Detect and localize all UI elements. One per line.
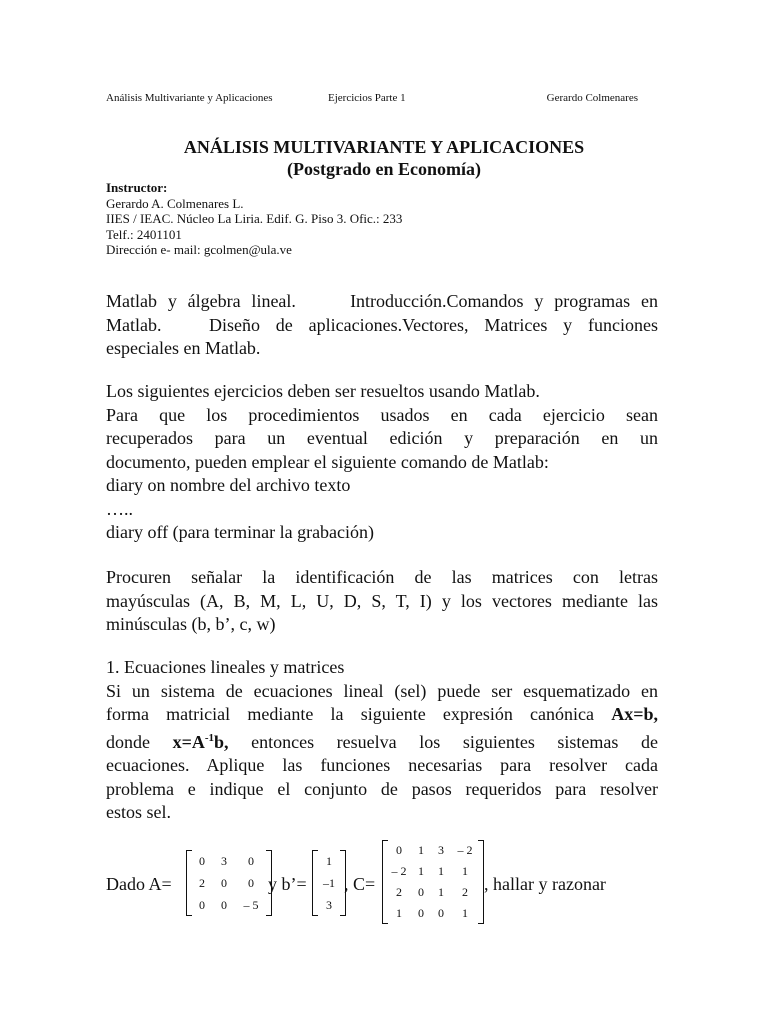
matrix-c [382, 840, 484, 924]
notation-line: minúsculas (b, b’, c, w) [106, 614, 276, 634]
diary-command: diary on nombre del archivo texto [106, 475, 351, 495]
intro-line: Matlab y álgebra lineal. Introducción.Comandos y programas en [106, 291, 658, 311]
matrix-cell: 0 [396, 843, 402, 857]
header-author: Gerardo Colmenares [546, 92, 638, 104]
intro-paragraph [106, 290, 658, 361]
instructor-block [106, 180, 646, 258]
equation-x-base: x=A [172, 731, 205, 752]
matrix-c-grid [382, 840, 484, 924]
section-line [106, 703, 658, 727]
matrix-cell: 1 [462, 906, 468, 920]
matrix-cell: – 2 [391, 864, 407, 878]
section-text: entonces resuelva los siguientes sistemas de [228, 731, 658, 752]
section-line: estos sel. [106, 802, 171, 822]
matrix-cell: 0 [248, 876, 254, 890]
matrix-cell: 3 [326, 898, 332, 912]
matrix-cell: 2 [462, 885, 468, 899]
matrix-cell: 0 [438, 906, 444, 920]
matrix-a [186, 850, 272, 916]
notation-paragraph [106, 566, 658, 637]
instructions-line: Los siguientes ejercicios deben ser resueltos usando Matlab. [106, 381, 540, 401]
section-line [106, 727, 658, 755]
equation-x-b: b, [214, 731, 229, 752]
label-matrix-c: , C= [344, 874, 376, 894]
section-text: donde [106, 731, 173, 752]
label-vector-b: y b’= [268, 874, 307, 894]
instructor-phone: Telf.: 2401101 [106, 226, 182, 242]
title-subtitle: (Postgrado en Economía) [287, 159, 481, 179]
matrix-cell: 0 [248, 854, 254, 868]
matrix-cell: 2 [396, 885, 402, 899]
label-matrix-a: Dado A= [106, 874, 172, 894]
matrix-cell: 3 [438, 843, 444, 857]
matrix-cell: –1 [323, 876, 335, 890]
matrix-cell: 0 [221, 876, 227, 890]
intro-line: Matlab. Diseño de aplicaciones.Vectores, Matrices y funciones [106, 314, 658, 335]
instructor-label: Instructor: [106, 180, 168, 195]
equation-x [173, 732, 229, 752]
matrix-cell: – 2 [457, 843, 473, 857]
instructions-line: Para que los procedimientos usados en cada ejercicio sean [106, 404, 658, 425]
header-course: Análisis Multivariante y Aplicaciones [106, 92, 273, 104]
section-line: problema e indique el conjunto de pasos requeridos para resolver [106, 778, 658, 799]
instructor-name: Gerardo A. Colmenares L. [106, 195, 244, 211]
header-section: Ejercicios Parte 1 [328, 92, 406, 104]
matrix-cell: 1 [438, 864, 444, 878]
matrix-cell: 2 [199, 876, 205, 890]
vector-b-grid [312, 850, 346, 916]
section-1 [106, 656, 658, 825]
matrix-cell: 0 [221, 898, 227, 912]
section-text: forma matricial mediante la siguiente expresión canónica [106, 704, 612, 724]
notation-line: mayúsculas (A, B, M, L, U, D, S, T, I) y los vectores mediante las [106, 590, 658, 611]
equation-axb: Ax=b, [611, 704, 658, 724]
diary-off-command: diary off (para terminar la grabación) [106, 522, 375, 542]
section-line: Si un sistema de ecuaciones lineal (sel) puede ser esquematizado en [106, 680, 658, 701]
page-header [106, 92, 638, 106]
matrix-cell: 1 [418, 864, 424, 878]
vector-b [312, 850, 346, 916]
matrix-cell: – 5 [243, 898, 259, 912]
instructor-email: Dirección e- mail: gcolmen@ula.ve [106, 242, 292, 257]
matrix-cell: 0 [418, 885, 424, 899]
equation-exponent: -1 [204, 731, 215, 744]
matrix-cell: 1 [326, 854, 332, 868]
section-line: ecuaciones. Aplique las funciones necesarias para resolver cada [106, 755, 658, 775]
notation-line: Procuren señalar la identificación de las matrices con letras [106, 567, 658, 587]
instructions-line: recuperados para un eventual edición y preparación en un [106, 428, 658, 448]
matrix-cell: 0 [199, 854, 205, 868]
matrix-a-grid [186, 850, 272, 916]
matrix-cell: 0 [199, 898, 205, 912]
matrix-cell: 1 [418, 843, 424, 857]
matrix-cell: 1 [396, 906, 402, 920]
trailing-text: , hallar y razonar [484, 874, 606, 894]
instructions-paragraph [106, 380, 658, 545]
instructor-address: IIES / IEAC. Núcleo La Liria. Edif. G. Piso 3. Ofic.: 233 [106, 211, 403, 226]
matrix-cell: 1 [438, 885, 444, 899]
instructions-line: documento, pueden emplear el siguiente comando de Matlab: [106, 451, 549, 472]
matrix-cell: 1 [462, 864, 468, 878]
matrix-equation [106, 840, 666, 932]
document-title [0, 136, 768, 180]
intro-line: especiales en Matlab. [106, 338, 261, 358]
title-main: ANÁLISIS MULTIVARIANTE Y APLICACIONES [183, 137, 585, 157]
ellipsis: ….. [106, 498, 133, 519]
matrix-cell: 3 [221, 854, 227, 868]
matrix-cell: 0 [418, 906, 424, 920]
section-heading: 1. Ecuaciones lineales y matrices [106, 657, 345, 677]
